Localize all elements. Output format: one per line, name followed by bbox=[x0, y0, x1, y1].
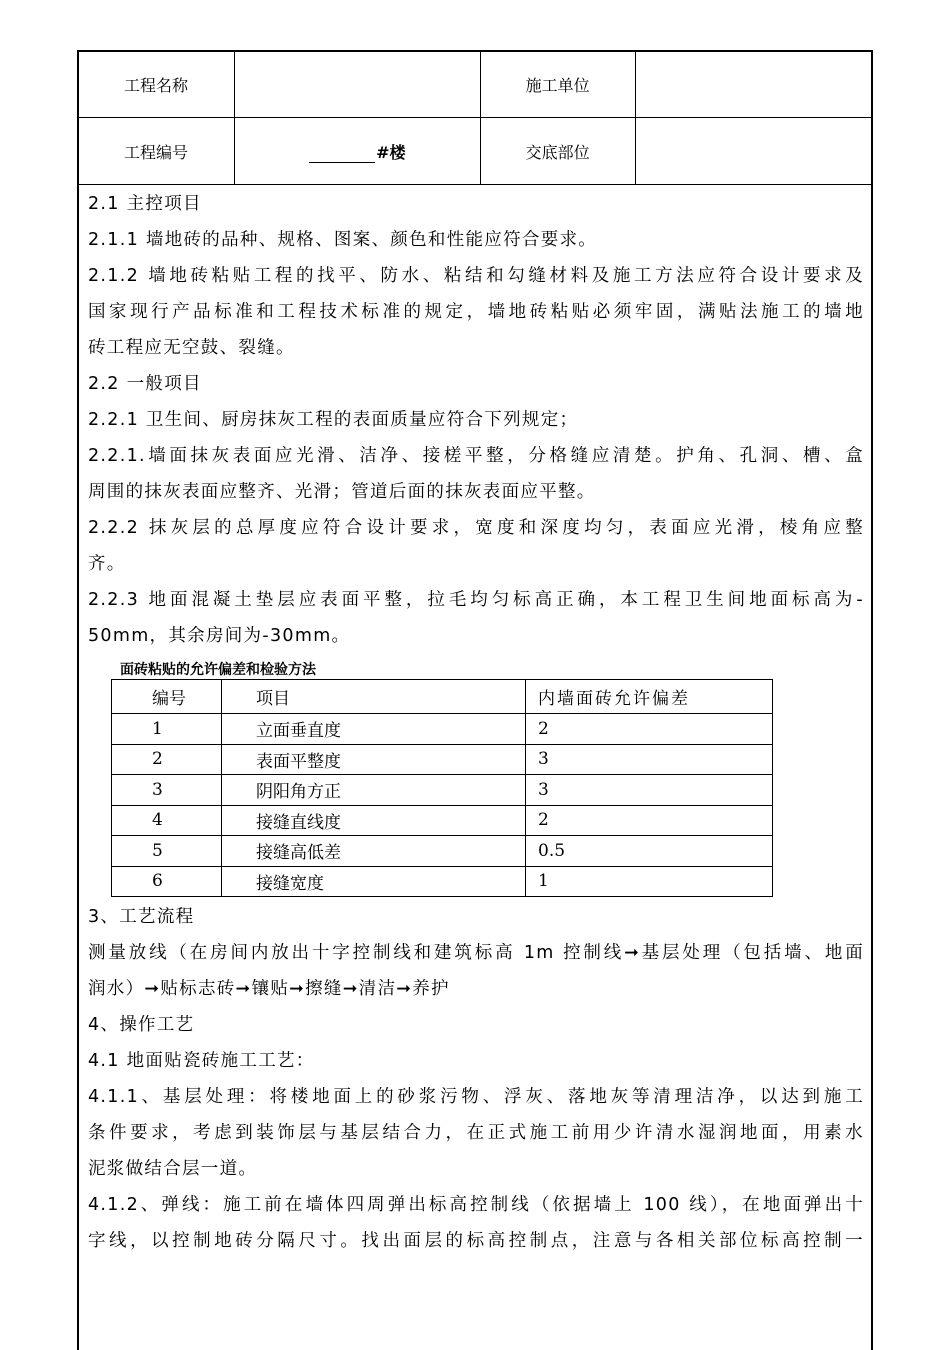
project-no-label: 工程编号 bbox=[78, 118, 235, 185]
table-cell: 5 bbox=[112, 836, 222, 867]
table-cell: 3 bbox=[526, 744, 773, 775]
body-line: 4.1 地面贴瓷砖施工工艺： bbox=[88, 1051, 315, 1071]
table-header-no: 编号 bbox=[112, 680, 222, 714]
body-line: 2.2 一般项目 bbox=[88, 374, 202, 394]
body-line: 3、工艺流程 bbox=[88, 907, 195, 927]
body-line: 测量放线（在房间内放出十字控制线和建筑标高 1m 控制线➞基层处理（包括墙、地面 bbox=[88, 943, 864, 963]
body-line: 2.1 主控项目 bbox=[88, 194, 202, 214]
table-row bbox=[112, 805, 773, 836]
handover-part-label: 交底部位 bbox=[480, 118, 635, 185]
process-section bbox=[88, 899, 864, 1259]
table-cell: 接缝高低差 bbox=[222, 836, 526, 867]
body-line: 2.2.2 抹灰层的总厚度应符合设计要求，宽度和深度均匀，表面应光滑，棱角应整 bbox=[88, 518, 864, 538]
requirements-section bbox=[88, 186, 864, 654]
table-cell: 0.5 bbox=[526, 836, 773, 867]
table-cell: 接缝宽度 bbox=[222, 866, 526, 897]
table-cell: 接缝直线度 bbox=[222, 805, 526, 836]
table-cell: 3 bbox=[112, 775, 222, 806]
body-line: 砖工程应无空鼓、裂缝。 bbox=[88, 338, 295, 358]
deviation-table bbox=[111, 679, 773, 897]
table-row bbox=[112, 836, 773, 867]
table-row bbox=[112, 714, 773, 745]
deviation-table-caption: 面砖粘贴的允许偏差和检验方法 bbox=[120, 662, 316, 678]
body-line: 2.1.1 墙地砖的品种、规格、图案、颜色和性能应符合要求。 bbox=[88, 230, 598, 250]
table-cell: 2 bbox=[526, 714, 773, 745]
project-no-value bbox=[234, 118, 480, 185]
project-name-value bbox=[234, 51, 480, 118]
project-name-label: 工程名称 bbox=[78, 51, 235, 118]
table-cell: 2 bbox=[112, 744, 222, 775]
table-header-tolerance: 内墙面砖允许偏差 bbox=[526, 680, 773, 714]
body-line: 4、操作工艺 bbox=[88, 1015, 195, 1035]
table-cell: 2 bbox=[526, 805, 773, 836]
header-table bbox=[77, 50, 873, 185]
body-line: 国家现行产品标准和工程技术标准的规定，墙地砖粘贴必须牢固，满贴法施工的墙地 bbox=[88, 302, 864, 322]
body-line: 2.2.3 地面混凝土垫层应表面平整，拉毛均匀标高正确，本工程卫生间地面标高为- bbox=[88, 590, 864, 610]
body-line: 周围的抹灰表面应整齐、光滑；管道后面的抹灰表面应平整。 bbox=[88, 482, 596, 502]
body-line: 4.1.1、基层处理：将楼地面上的砂浆污物、浮灰、落地灰等清理洁净，以达到施工 bbox=[88, 1087, 864, 1107]
table-cell: 表面平整度 bbox=[222, 744, 526, 775]
project-no-blank bbox=[309, 148, 375, 163]
handover-part-value bbox=[635, 118, 872, 185]
body-line: 2.2.1 卫生间、厨房抹灰工程的表面质量应符合下列规定； bbox=[88, 410, 579, 430]
body-line: 50mm，其余房间为-30mm。 bbox=[88, 626, 351, 646]
body-line: 字线，以控制地砖分隔尺寸。找出面层的标高控制点，注意与各相关部位标高控制一 bbox=[88, 1231, 864, 1251]
construction-unit-label: 施工单位 bbox=[480, 51, 635, 118]
body-line: 泥浆做结合层一道。 bbox=[88, 1159, 258, 1179]
table-row bbox=[112, 866, 773, 897]
body-line: 4.1.2、弹线：施工前在墙体四周弹出标高控制线（依据墙上 100 线），在地面弹出十 bbox=[88, 1195, 864, 1215]
construction-unit-value bbox=[635, 51, 872, 118]
table-cell: 6 bbox=[112, 866, 222, 897]
body-line: 2.2.1.墙面抹灰表面应光滑、洁净、接槎平整，分格缝应清楚。护角、孔洞、槽、盒 bbox=[88, 446, 864, 466]
body-line: 条件要求，考虑到装饰层与基层结合力，在正式施工前用少许清水湿润地面，用素水 bbox=[88, 1123, 864, 1143]
body-line: 齐。 bbox=[88, 554, 126, 574]
table-cell: 立面垂直度 bbox=[222, 714, 526, 745]
table-cell: 4 bbox=[112, 805, 222, 836]
table-cell: 1 bbox=[112, 714, 222, 745]
body-line: 润水）➞贴标志砖➞镶贴➞擦缝➞清洁➞养护 bbox=[88, 979, 450, 999]
table-cell: 3 bbox=[526, 775, 773, 806]
project-no-suffix: #楼 bbox=[376, 142, 406, 162]
table-header-item: 项目 bbox=[222, 680, 526, 714]
body-line: 2.1.2 墙地砖粘贴工程的找平、防水、粘结和勾缝材料及施工方法应符合设计要求及 bbox=[88, 266, 864, 286]
table-cell: 阴阳角方正 bbox=[222, 775, 526, 806]
table-row bbox=[112, 744, 773, 775]
table-cell: 1 bbox=[526, 866, 773, 897]
table-row bbox=[112, 775, 773, 806]
